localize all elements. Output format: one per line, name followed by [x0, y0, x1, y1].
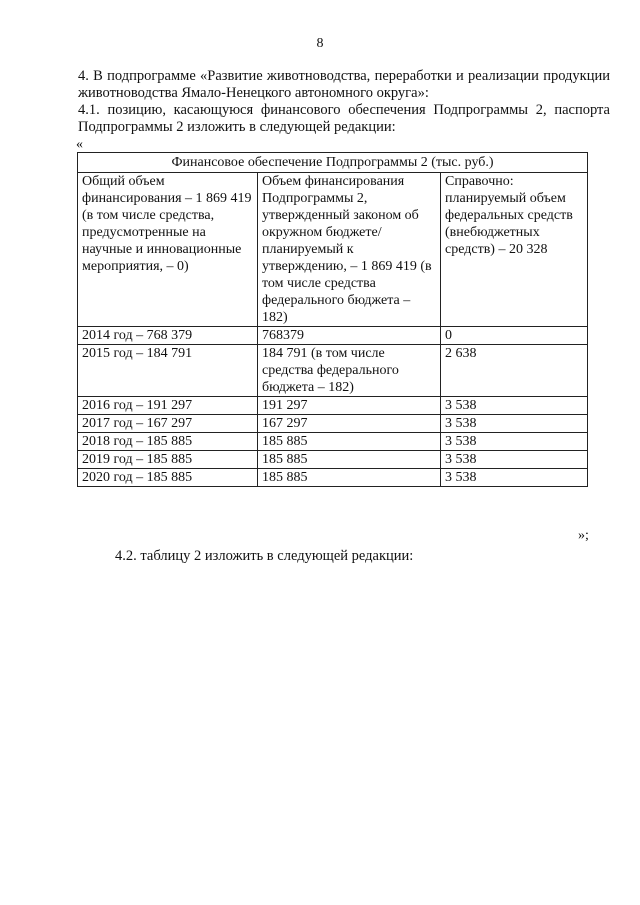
paragraph-table-2-edit: 4.2. таблицу 2 изложить в следующей редакции: — [115, 548, 414, 564]
table-cell: 2017 год – 167 297 — [78, 415, 258, 433]
table-cell: 3 538 — [441, 397, 588, 415]
table-row — [78, 433, 588, 451]
table-cell: 2015 год – 184 791 — [78, 345, 258, 397]
table-header-row — [78, 173, 588, 327]
opening-quote: « — [76, 137, 83, 152]
table-row — [78, 451, 588, 469]
table-cell: 2014 год – 768 379 — [78, 327, 258, 345]
paragraph-financing-position: 4.1. позицию, касающуюся финансового обеспечения Подпрограммы 2, паспорта Подпрограммы 2 изложить в следующей редакции: — [78, 102, 610, 135]
table-cell: 184 791 (в том числе средства федерального бюджета – 182) — [258, 345, 441, 397]
table-title: Финансовое обеспечение Подпрограммы 2 (тыс. руб.) — [78, 153, 588, 173]
table-cell: 185 885 — [258, 451, 441, 469]
table-cell: 185 885 — [258, 433, 441, 451]
table-row — [78, 397, 588, 415]
header-budget-financing: Объем финансирования Подпрограммы 2, утвержденный законом об окружном бюджете/ планируемый к утверждению, – 1 869 419 (в том числе средства федерального бюджета – 182) — [258, 173, 441, 327]
table-row — [78, 345, 588, 397]
paragraph-subprogram-intro: 4. В подпрограмме «Развитие животноводства, переработки и реализации продукции животноводства Ямало-Ненецкого автономного округа»: — [78, 68, 610, 101]
table-cell: 185 885 — [258, 469, 441, 487]
header-federal-reference: Справочно: планируемый объем федеральных средств (внебюджетных средств) – 20 328 — [441, 173, 588, 327]
table-cell: 2018 год – 185 885 — [78, 433, 258, 451]
table-cell: 191 297 — [258, 397, 441, 415]
table-cell: 768379 — [258, 327, 441, 345]
table-cell: 3 538 — [441, 433, 588, 451]
table-row — [78, 327, 588, 345]
table-title-row — [78, 153, 588, 173]
table-cell: 2 638 — [441, 345, 588, 397]
header-total-financing: Общий объем финансирования – 1 869 419 (в том числе средства, предусмотренные на научные и инновационные мероприятия, – 0) — [78, 173, 258, 327]
table-cell: 2019 год – 185 885 — [78, 451, 258, 469]
table-cell: 2020 год – 185 885 — [78, 469, 258, 487]
table-cell: 2016 год – 191 297 — [78, 397, 258, 415]
table-cell: 3 538 — [441, 451, 588, 469]
table-cell: 167 297 — [258, 415, 441, 433]
table-row — [78, 415, 588, 433]
table-row — [78, 469, 588, 487]
financing-table — [77, 152, 588, 487]
closing-quote: »; — [578, 528, 589, 543]
page-number: 8 — [316, 36, 324, 51]
table-cell: 3 538 — [441, 469, 588, 487]
table-cell: 3 538 — [441, 415, 588, 433]
table-cell: 0 — [441, 327, 588, 345]
